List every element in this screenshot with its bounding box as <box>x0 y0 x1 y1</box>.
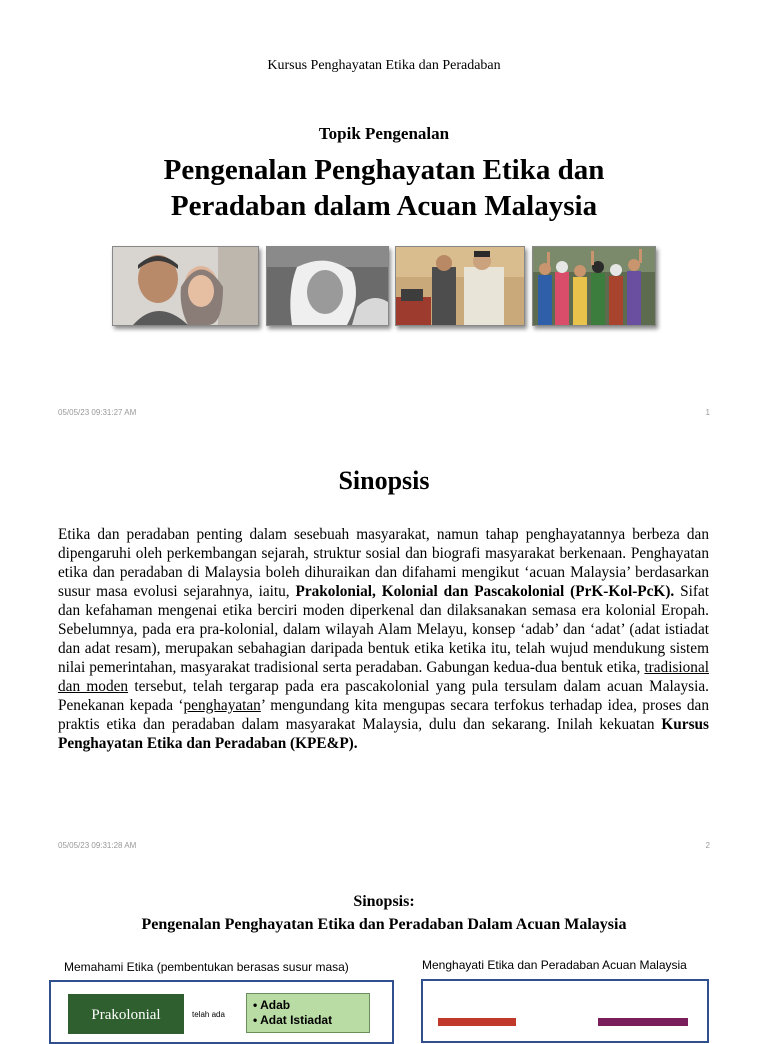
synopsis-title: Sinopsis <box>338 466 430 495</box>
page-title <box>0 152 768 224</box>
photo-handshake <box>395 246 525 326</box>
bullet-item: • Adat Istiadat <box>253 1013 333 1027</box>
topic-label: Topik Pengenalan <box>318 124 450 143</box>
slide-timestamp: 05/05/23 09:31:27 AM <box>58 408 137 417</box>
photo-crowd <box>532 246 656 326</box>
body-text: Etika dan peradaban penting dalam sesebuah masyarakat, namun tahap penghayatannya berbeza dan dipengaruhi oleh perkembangan sejarah, struktur sosial dan biografi masyarakat berkenaan. Penghayatan etika dan peradaban di Malaysia boleh dihuraikan dan difahami mengikut ‘acuan Malaysia’ berdasarkan susur masa evolusi sejarahnya, iaitu, <box>58 526 709 600</box>
left-panel-label: Memahami Etika (pembentukan berasas susur masa) <box>64 960 349 974</box>
bold-text: Prakolonial, Kolonial dan Pascakolonial (PrK-Kol-PcK). <box>295 583 675 600</box>
purple-block <box>598 1018 688 1026</box>
slide-page-number: 2 <box>705 841 710 850</box>
bullet-item: • Adab <box>253 998 291 1012</box>
course-header: Kursus Penghayatan Etika dan Peradaban <box>267 58 501 73</box>
body-text: tersebut, telah tergarap pada era pascakolonial yang pula tersulam dalam acuan Malaysia. Penekanan kepada ‘ <box>58 678 709 714</box>
body-text: ’ mengundang kita mengupas secara terfokus terhadap idea, proses dan praktis etika dan peradaban dalam masyarakat Malaysia, dulu dan sekarang. Inilah kekuatan <box>58 697 709 733</box>
title-line-2: Peradaban dalam Acuan Malaysia <box>170 190 598 222</box>
right-panel-label: Menghayati Etika dan Peradaban Acuan Malaysia <box>422 958 687 972</box>
photo-elderly-couple <box>112 246 259 326</box>
diagram-title-line-2: Pengenalan Penghayatan Etika dan Peradaban Dalam Acuan Malaysia <box>141 916 627 933</box>
slide-timestamp: 05/05/23 09:31:28 AM <box>58 841 137 850</box>
synopsis-body <box>58 525 709 753</box>
title-line-1: Pengenalan Penghayatan Etika dan <box>163 154 605 186</box>
right-panel-frame <box>421 979 709 1043</box>
red-block <box>438 1018 516 1026</box>
era-box-prakolonial: Prakolonial <box>68 994 184 1034</box>
photo-elderly-woman <box>266 246 389 326</box>
bullet-list-box <box>246 993 370 1033</box>
underlined-text: penghayatan <box>183 697 261 714</box>
bold-text: Kursus Penghayatan Etika dan Peradaban (KPE&P). <box>58 716 709 752</box>
body-text: Sifat dan kefahaman mengenai etika berciri moden diperkenal dan dilaksanakan semasa era kolonial Eropah. Sebelumnya, pada era pra-kolonial, dalam wilayah Alam Melayu, konsep ‘adab’ dan ‘adat’ (adat istiadat dan adat resam), merupakan sebahagian daripada bentuk etika ketika itu, telah wujud mendukung sistem nilai pemerintahan, masyarakat tradisional serta peradaban. Gabungan kedua-dua bentuk etika, <box>58 583 709 676</box>
underlined-text: tradisional dan moden <box>58 659 709 695</box>
diagram-title-line-1: Sinopsis: <box>353 893 415 910</box>
connector-label: telah ada <box>192 1010 225 1019</box>
slide-page-number: 1 <box>705 408 710 417</box>
